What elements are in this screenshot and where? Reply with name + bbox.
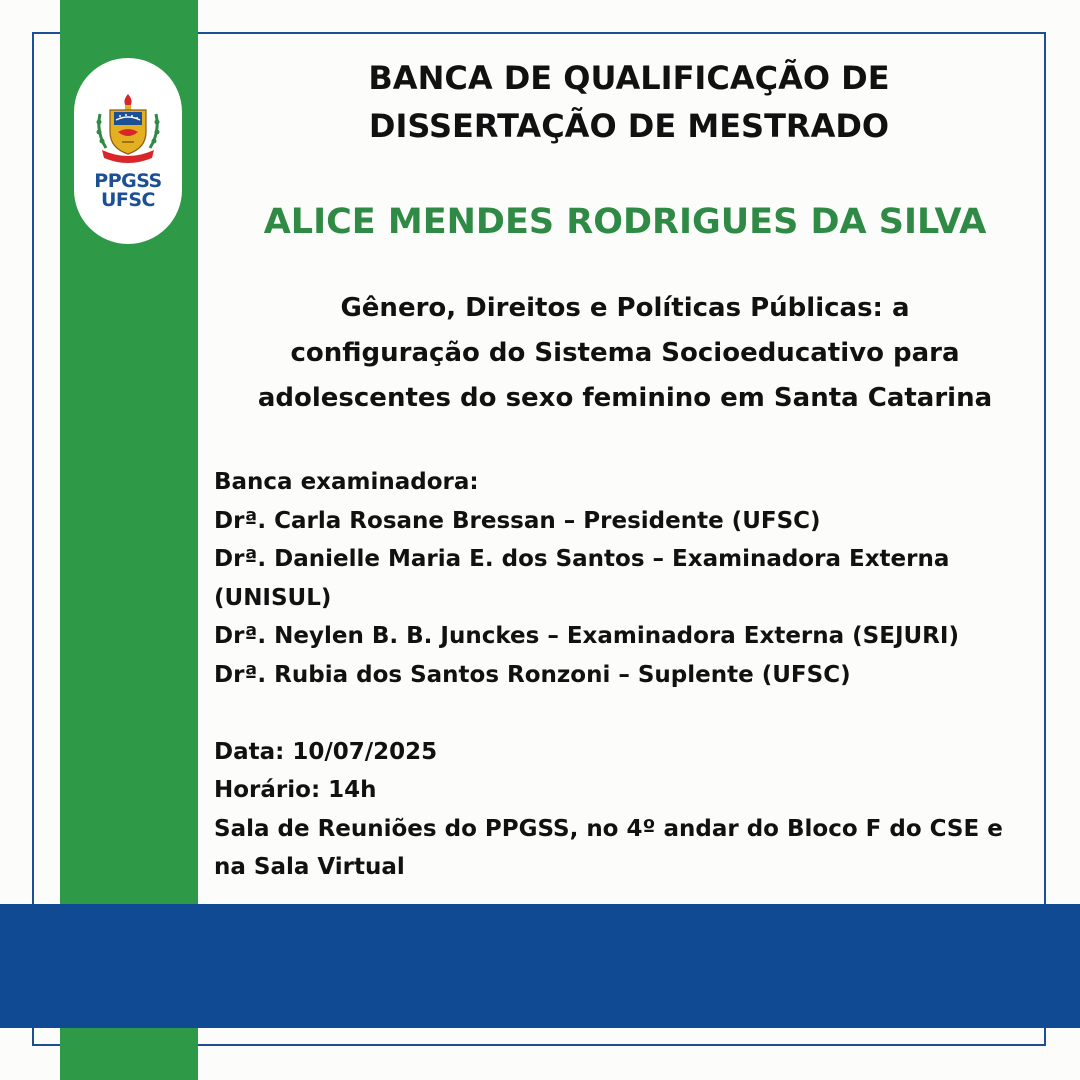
committee-member: Drª. Neylen B. B. Junckes – Examinadora Externa (SEJURI)	[214, 623, 959, 649]
committee-member: Drª. Carla Rosane Bressan – Presidente (UFSC)	[214, 507, 821, 534]
committee-member: Drª. Danielle Maria E. dos Santos – Examinadora Externa (UNISUL)	[214, 546, 950, 611]
logo-text-ppgss: PPGSS	[94, 170, 162, 192]
thesis-line-3: adolescentes do sexo feminino em Santa Catarina	[257, 383, 993, 413]
event-location: Sala de Reuniões do PPGSS, no 4º andar do Bloco F do CSE e na Sala Virtual	[214, 815, 1003, 880]
event-info	[210, 463, 1038, 887]
blue-footer-band	[0, 904, 1080, 1028]
committee-member: Drª. Rubia dos Santos Ronzoni – Suplente (UFSC)	[214, 661, 851, 688]
candidate-name: ALICE MENDES RODRIGUES DA SILVA	[263, 202, 987, 242]
ufsc-coat-of-arms-icon	[92, 92, 164, 168]
spacer	[214, 694, 1038, 733]
event-time: Horário: 14h	[214, 777, 377, 803]
title-line-1: BANCA DE QUALIFICAÇÃO DE	[368, 59, 890, 97]
committee-heading: Banca examinadora:	[214, 469, 479, 495]
event-date: Data: 10/07/2025	[214, 738, 438, 765]
ppgss-ufsc-logo	[74, 58, 182, 244]
logo-text-ufsc: UFSC	[100, 189, 156, 211]
thesis-line-1: Gênero, Direitos e Políticas Públicas: a	[340, 293, 910, 323]
thesis-line-2: configuração do Sistema Socioeducativo para	[290, 338, 960, 368]
announcement-content	[210, 54, 1040, 887]
title-line-2: DISSERTAÇÃO DE MESTRADO	[368, 107, 890, 145]
announcement-title	[210, 54, 1040, 150]
thesis-title	[210, 286, 1040, 421]
